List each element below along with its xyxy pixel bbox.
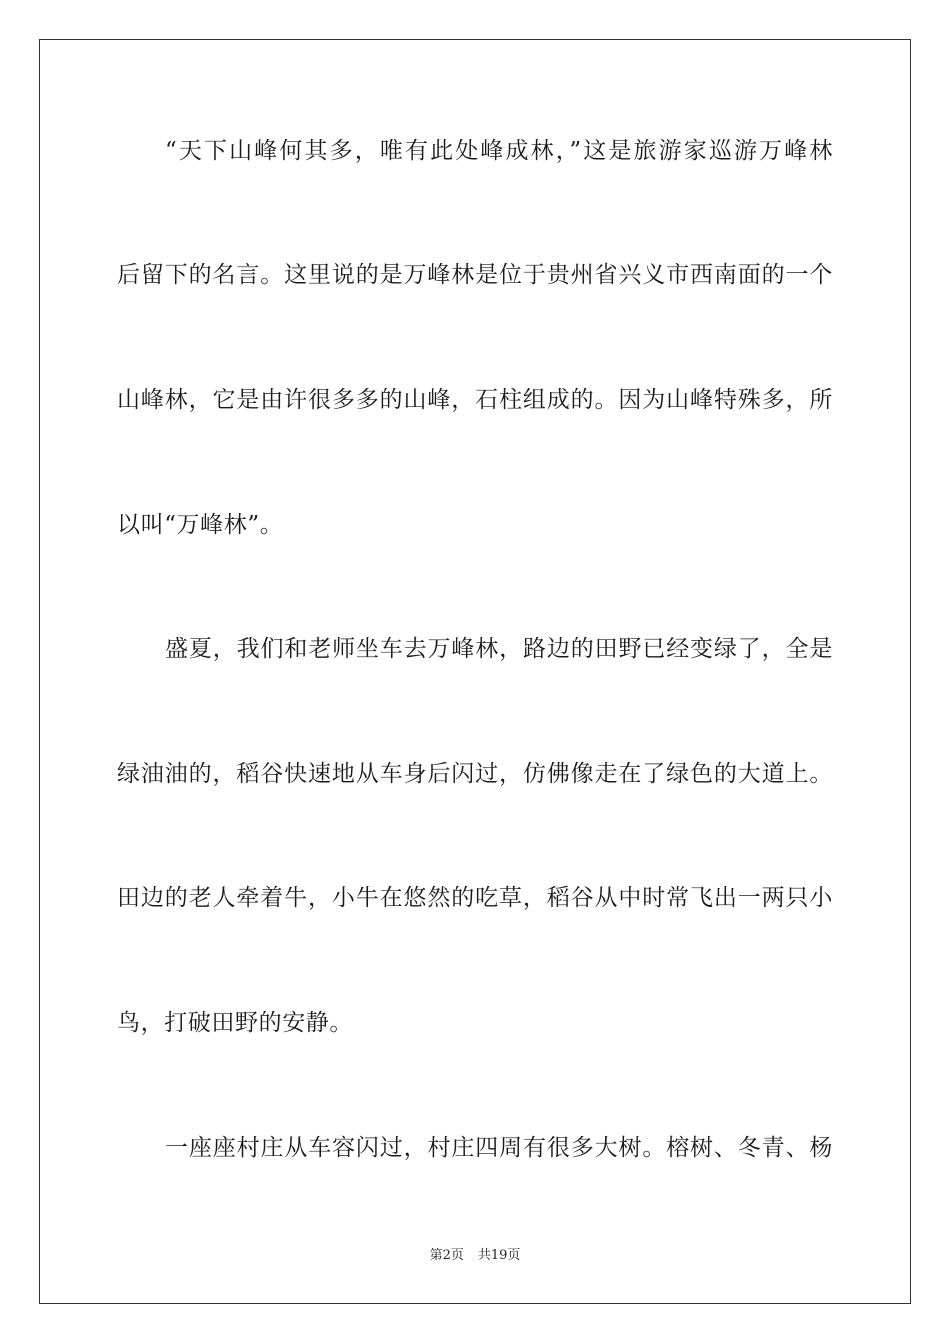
- paragraph-1-line-3: 山峰林，它是由许很多多的山峰，石柱组成的。因为山峰特殊多，所: [117, 387, 833, 413]
- paragraph-2-line-3: 田边的老人牵着牛，小牛在悠然的吃草，稻谷从中时常飞出一两只小: [117, 885, 833, 911]
- page-total: 共19页: [477, 1248, 521, 1263]
- page-number: 第2页: [429, 1248, 464, 1263]
- paragraph-1-line-1: “天下山峰何其多，唯有此处峰成林，”这是旅游家巡游万峰林: [165, 138, 833, 164]
- page-frame: [39, 39, 911, 1304]
- paragraph-1-line-4: 以叫“万峰林”。: [117, 512, 284, 538]
- paragraph-3-line-1: 一座座村庄从车容闪过，村庄四周有很多大树。榕树、冬青、杨: [165, 1135, 833, 1161]
- paragraph-2-line-2: 绿油油的，稻谷快速地从车身后闪过，仿佛像走在了绿色的大道上。: [117, 761, 833, 787]
- page-footer: [0, 1247, 950, 1265]
- paragraph-2-line-1: 盛夏，我们和老师坐车去万峰林，路边的田野已经变绿了，全是: [165, 636, 833, 662]
- paragraph-2-line-4: 鸟，打破田野的安静。: [117, 1010, 353, 1036]
- paragraph-1-line-2: 后留下的名言。这里说的是万峰林是位于贵州省兴义市西南面的一个: [117, 262, 833, 288]
